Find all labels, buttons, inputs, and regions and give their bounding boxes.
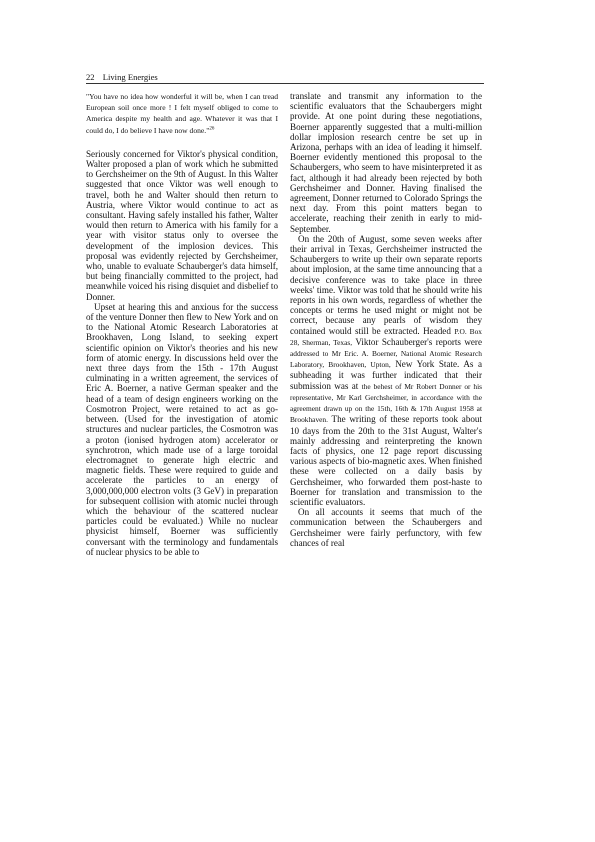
address-text: addressed to Mr Eric. A. Boerner, National Atomic Research Laboratory, Brookhaven, Upton,: [290, 349, 482, 370]
running-title: Living Energies: [102, 72, 158, 82]
paragraph-text: The writing of these reports took about 10 days from the 20th to the 31st August, Walter's mainly addressing and reinterpreting the known facts of physics, one 12 page report discussing various aspects of bio-magnetic axes. When finished these were collected on a daily basis by Gerchsheimer, who forwarded them post-haste to Boerner for translation and transmission to the scientific evaluators.: [290, 414, 483, 507]
left-column: [86, 91, 278, 557]
block-quote: [86, 91, 278, 136]
paragraph: Seriously concerned for Viktor's physical condition, Walter proposed a plan of work which he submitted to Gerchsheimer on the 9th of August. In this Walter suggested that once Viktor was well enough to travel, both he and Walter should then return to Austria, where Viktor would continue to act as consultant. Having safely installed his father, Walter would then return to America with his family for a year with visitor status only to oversee the development of the implosion devices. This proposal was evidently rejected by Gerchsheimer, who, unable to evaluate Schauberger's data himself, but being financially committed to the project, had meanwhile voiced his rising disquiet and disbelief to Donner.: [86, 148, 278, 302]
footnote-marker: 26: [209, 126, 215, 132]
subheading-text: the behest of Mr Robert Donner or his representative, Mr Karl Gerchsheimer, in accordance with the agreement drawn up on the 15th, 16th & 17th August 1958 at Brookhaven.: [290, 381, 483, 425]
right-column: [290, 91, 482, 548]
running-header: [86, 71, 484, 84]
address-text: P.O. Box 28, Sherman, Texas,: [290, 326, 483, 347]
paragraph-text: Viktor Schauberger's reports were: [355, 336, 482, 347]
page-number: 22: [86, 72, 95, 82]
paragraph: translate and transmit any information to the scientific evaluators that the Schaubergers might provide. At one point during these negotiations, Boerner apparently suggested that a multi-million dollar implosion research centre be set up in Arizona, perhaps with an idea of leading it himself. Boerner evidently mentioned this proposal to the Schaubergers, who seem to have misinterpreted it as fact, although it had already been rejected by both Gerchsheimer and Donner. Having finalised the agreement, Donner returned to Colorado Springs the next day. From this point matters began to accelerate, reaching their zenith in early to mid-September.: [290, 91, 482, 234]
paragraph-text: New York State. As a subheading it was further indicated that their submission was at: [290, 359, 482, 391]
paragraph: [290, 234, 482, 507]
paragraph-text: On the 20th of August, some seven weeks after their arrival in Texas, Gerchsheimer instructed the Schaubergers to write up their own separate reports about implosion, at the same time announcing that a decisive conference was to take place in three weeks' time. Viktor was told that he should write his reports in his own words, regardless of whether the concepts or terms he used might or might not be correct, because any pearls of wisdom they contained would still be extracted. Headed: [290, 233, 482, 336]
quote-text: "You have no idea how wonderful it will be, when I can tread European soil once more ! I felt myself obliged to come to America despite my health and age. Whatever it was that I could do, I do believe I have now done.": [86, 92, 278, 135]
paragraph: On all accounts it seems that much of the communication between the Schaubergers and Gerchsheimer were fairly perfunctory, with few chances of real: [290, 507, 482, 548]
paragraph: Upset at hearing this and anxious for the success of the venture Donner then flew to New York and on to the National Atomic Research Laboratories at Brookhaven, Long Island, to seeking expert scientific opinion on Viktor's theories and his new form of atomic energy. In discussions held over the next three days from the 15th - 17th August culminating in a written agreement, the services of Eric A. Boerner, a native German speaker and the head of a team of design engineers working on the Cosmotron Project, were retained to act as go-between. (Used for the investigation of atomic structures and nuclear particles, the Cosmotron was a proton (ionised hydrogen atom) accelerator or synchrotron, which made use of a large toroidal electromagnet to generate high electric and magnetic fields. These were required to guide and accelerate the particles to an energy of 3,000,000,000 electron volts (3 GeV) in preparation for subsequent collision with atomic nuclei through which the behaviour of the scattered nuclear particles could be evaluated.) While no nuclear physicist himself, Boerner was sufficiently conversant with the terminology and fundamentals of nuclear physics to be able to: [86, 301, 278, 557]
